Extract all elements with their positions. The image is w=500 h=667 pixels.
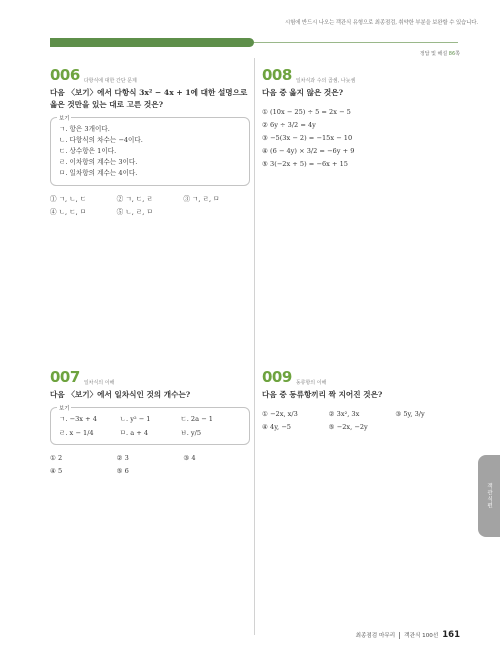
answer-choices [262,107,462,170]
problem-topic: 일차식과 수의 곱셈, 나눗셈 [295,78,356,84]
problem-topic: 다항식에 대한 간단 문제 [83,78,137,84]
choice-5[interactable]: ⑤ ㄴ, ㄹ, ㅁ [116,208,153,216]
footer-book-title: 최종점검 마무리 [355,633,396,639]
bogi-item: ㄷ. 상수항은 1이다. [59,147,117,155]
answer-choices [50,453,250,477]
problem-topic: 일차식의 이해 [83,380,115,386]
bogi-item: ㄴ. y² − 1 [119,415,151,423]
header-rule [254,42,458,43]
bogi-label: 보기 [59,116,70,122]
section-side-tab[interactable] [478,455,500,537]
choice-2[interactable]: ② 6y ÷ 3/2 = 4y [262,121,316,129]
problem-007 [50,368,250,477]
problem-006-header [50,66,250,84]
problem-008-header [262,66,462,84]
bogi-item: ㅁ. 일차항의 계수는 4이다. [59,169,138,177]
choice-1[interactable]: ① 2 [50,454,63,462]
problem-topic: 동류항의 이해 [295,380,327,386]
choice-3[interactable]: ③ 4 [183,454,196,462]
bogi-item: ㄴ. 다항식의 차수는 −4이다. [59,136,143,144]
header-note: 시험에 반드시 나오는 객관식 유형으로 최종점검, 취약한 부분을 보완할 수 있습니다. [284,20,478,26]
problem-question: 다음 〈보기〉에서 다항식 3x² − 4x + 1에 대한 설명으로 옳은 것만을 있는 대로 고른 것은? [50,88,248,109]
footer-section: 객관식 100선 [404,633,439,639]
choice-2[interactable]: ② ㄱ, ㄷ, ㄹ [116,195,153,203]
problem-number: 007 [50,368,80,386]
problem-008 [262,66,462,172]
bogi-item: ㅁ. a + 4 [119,429,149,437]
answer-choices [262,409,462,433]
problem-007-header [50,368,250,386]
bogi-item: ㅂ. y/5 [180,429,202,437]
choice-4[interactable]: ④ 4y, −5 [262,423,291,431]
choice-1[interactable]: ① −2x, x/3 [262,410,298,418]
choice-2[interactable]: ② 3 [116,454,129,462]
choice-1[interactable]: ① ㄱ, ㄴ, ㄷ [50,195,87,203]
answer-reference [420,50,460,57]
choice-5[interactable]: ⑤ 3(−2x + 5) = −6x + 15 [262,160,348,168]
bogi-item: ㄹ. x − 1/4 [59,429,94,437]
choice-1[interactable]: ① (10x − 25) ÷ 5 = 2x − 5 [262,108,351,116]
choice-3[interactable]: ③ ㄱ, ㄹ, ㅁ [183,195,220,203]
problem-006 [50,66,250,218]
problem-009 [262,368,462,433]
answer-reference-page: 86 [448,51,456,57]
choice-4[interactable]: ④ (6 − 4y) × 3/2 = −6y + 9 [262,147,355,155]
bogi-item: ㄱ. −3x + 4 [59,415,97,423]
bogi-grid [59,414,241,438]
problem-question: 다음 〈보기〉에서 일차식인 것의 개수는? [50,390,191,399]
choice-3[interactable]: ③ −5(3x − 2) = −15x − 10 [262,134,353,142]
bogi-label: 보기 [59,406,70,412]
choice-5[interactable]: ⑤ 6 [116,467,129,475]
problem-question: 다음 중 옳지 않은 것은? [262,88,344,97]
bogi-item: ㄱ. 항은 3개이다. [59,125,110,133]
page-number: 161 [442,630,460,640]
choice-3[interactable]: ③ 5y, 3/y [395,410,425,418]
choice-4[interactable]: ④ 5 [50,467,63,475]
footer-separator [399,632,400,639]
answer-reference-suffix: 쪽 [455,51,460,57]
bogi-box [50,117,250,186]
answer-choices [50,194,250,218]
side-tab-label: 객관식편 [486,483,492,509]
bogi-box [50,407,250,445]
problem-number: 008 [262,66,292,84]
problem-009-header [262,368,462,386]
choice-5[interactable]: ⑤ −2x, −2y [328,423,368,431]
bogi-item: ㄷ. 2a − 1 [180,415,213,423]
bogi-item: ㄹ. 이차항의 계수는 3이다. [59,158,138,166]
problem-number: 006 [50,66,80,84]
header-accent-bar [50,38,254,47]
problem-question: 다음 중 동류항끼리 짝 지어진 것은? [262,390,383,399]
problem-number: 009 [262,368,292,386]
choice-2[interactable]: ② 3x², 3x [328,410,360,418]
column-divider [254,58,255,635]
page-footer [356,630,460,640]
answer-reference-prefix: 정답 및 해설 [419,51,448,57]
choice-4[interactable]: ④ ㄴ, ㄷ, ㅁ [50,208,87,216]
